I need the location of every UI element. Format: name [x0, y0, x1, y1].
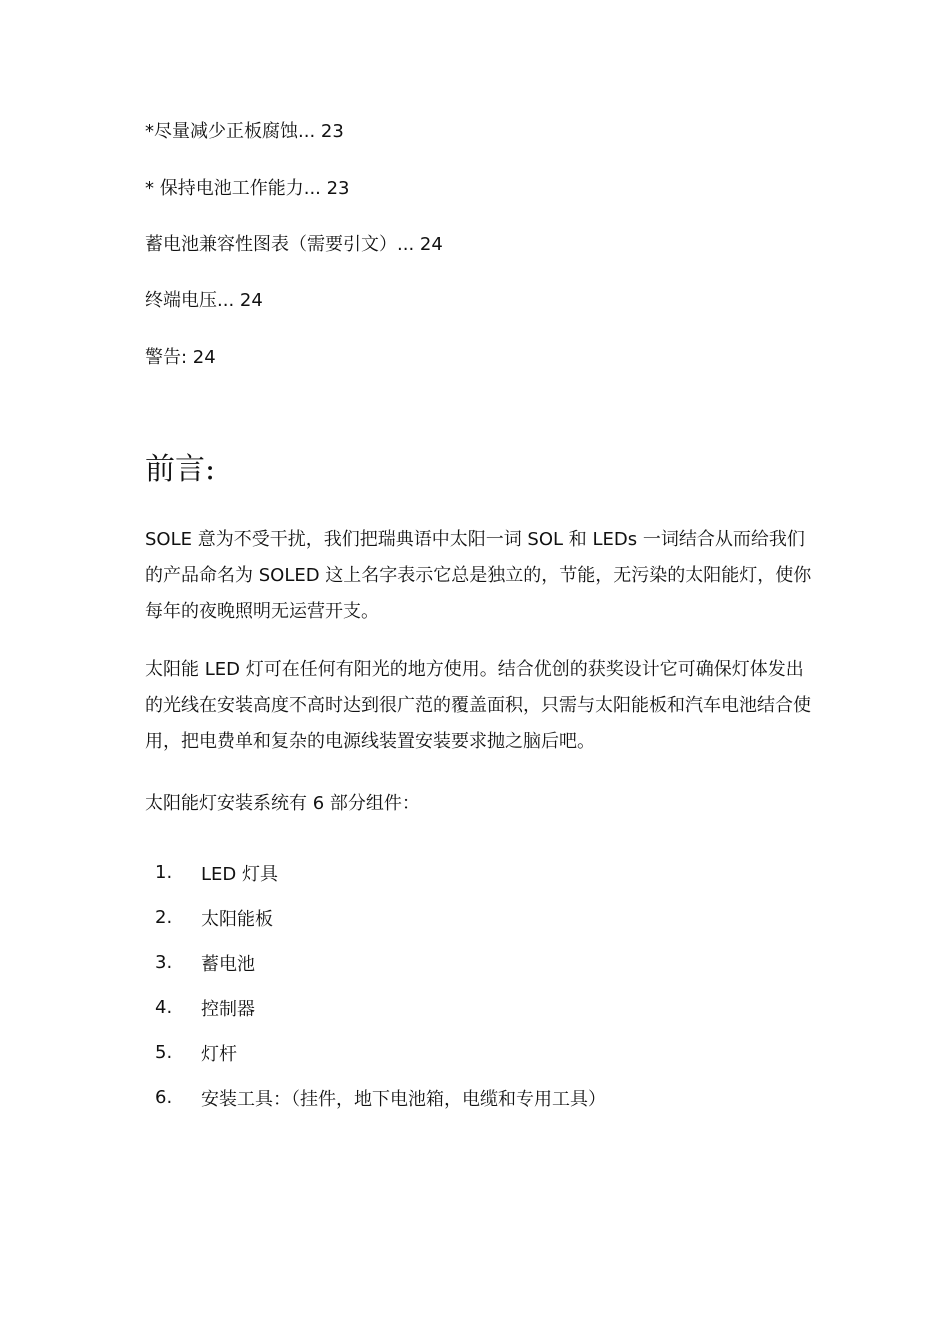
list-item — [155, 850, 606, 895]
section-heading: 前言: — [145, 452, 216, 487]
list-label: 蓄电池 — [201, 953, 255, 975]
components-intro: 太阳能灯安装系统有 6 部分组件： — [145, 793, 420, 814]
toc-entry: 蓄电池兼容性图表（需要引文）... 24 — [145, 234, 443, 255]
list-label: 太阳能板 — [201, 908, 273, 930]
list-number: 4. — [155, 997, 173, 1018]
toc-entry: *尽量减少正板腐蚀... 23 — [145, 121, 344, 142]
list-label: 控制器 — [201, 998, 255, 1020]
toc-entry: 终端电压... 24 — [145, 290, 263, 311]
list-label: LED 灯具 — [201, 863, 278, 885]
list-number: 1. — [155, 862, 173, 883]
toc-entry: 警告: 24 — [145, 347, 216, 368]
list-item — [155, 895, 606, 940]
list-label: 安装工具：（挂件，地下电池箱，电缆和专用工具） — [201, 1088, 606, 1110]
usage-paragraph: 太阳能 LED 灯可在任何有阳光的地方使用。结合优创的获奖设计它可确保灯体发出的光线在安装高度不高时达到很广范的覆盖面积，只需与太阳能板和汽车电池结合使用，把电费单和复杂的电源线装置安装要求抛之脑后吧。 — [145, 659, 811, 752]
list-number: 3. — [155, 952, 173, 973]
list-number: 6. — [155, 1087, 173, 1108]
list-item — [155, 1030, 606, 1075]
components-list — [155, 850, 606, 1120]
list-label: 灯杆 — [201, 1043, 237, 1065]
list-number: 2. — [155, 907, 173, 928]
toc-entry: * 保持电池工作能力... 23 — [145, 178, 350, 199]
list-item — [155, 985, 606, 1030]
list-item — [155, 940, 606, 985]
intro-paragraph: SOLE 意为不受干扰，我们把瑞典语中太阳一词 SOL 和 LEDs 一词结合从而给我们的产品命名为 SOLED 这上名字表示它总是独立的，节能，无污染的太阳能灯，使你每年的夜晚照明无运营开支。 — [145, 529, 812, 622]
list-number: 5. — [155, 1042, 173, 1063]
list-item — [155, 1075, 606, 1120]
